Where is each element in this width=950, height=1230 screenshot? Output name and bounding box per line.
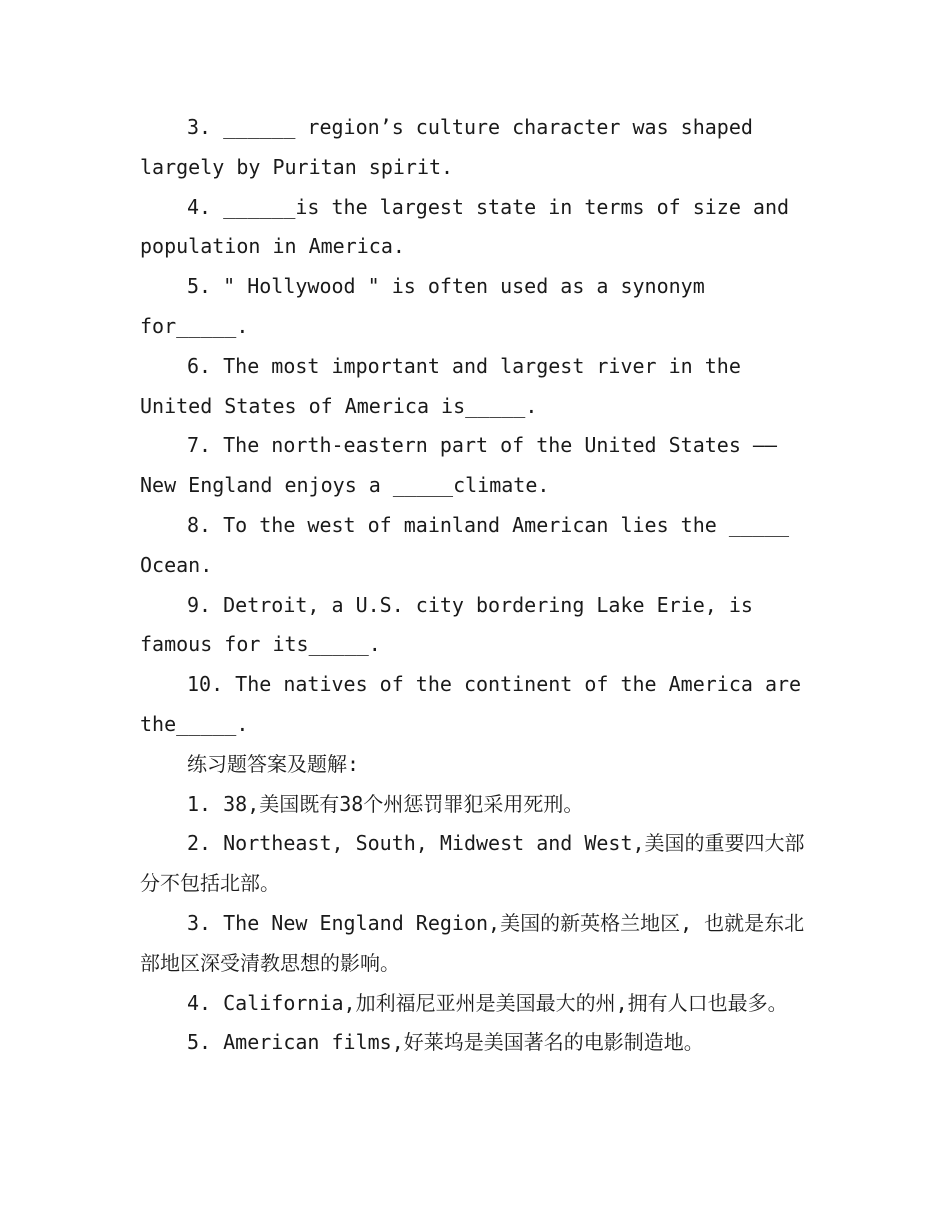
answer-3: 3. The New England Region,美国的新英格兰地区, 也就是东北部地区深受清教思想的影响。 [140,910,805,975]
question-3: 3. ______ region’s culture character was shaped largely by Puritan spirit. [140,115,753,179]
question-6: 6. The most important and largest river in the United States of America is_____. [140,353,741,418]
question-9: 9. Detroit, a U.S. city bordering Lake Erie, is famous for its_____. [140,592,753,657]
question-4: 4. ______is the largest state in terms of size and population in America. [140,194,790,259]
answer-5: 5. American films,好莱坞是美国著名的电影制造地。 [187,1030,704,1055]
answers-heading: 练习题答案及题解: [187,751,360,776]
question-7: 7. The north-eastern part of the United States ——New England enjoys a _____climate. [140,433,778,498]
question-10: 10. The natives of the continent of the America are the_____. [140,672,802,736]
answer-2: 2. Northeast, South, Midwest and West,美国的重要四大部分不包括北部。 [140,831,805,896]
question-8: 8. To the west of mainland American lies the _____ Ocean. [140,512,790,577]
answer-1: 1. 38,美国既有38个州惩罚罪犯采用死刑。 [187,791,584,816]
document-body [140,108,808,1063]
question-5: 5. " Hollywood " is often used as a synonym for_____. [140,274,705,338]
answer-4: 4. California,加利福尼亚州是美国最大的州,拥有人口也最多。 [187,990,788,1015]
